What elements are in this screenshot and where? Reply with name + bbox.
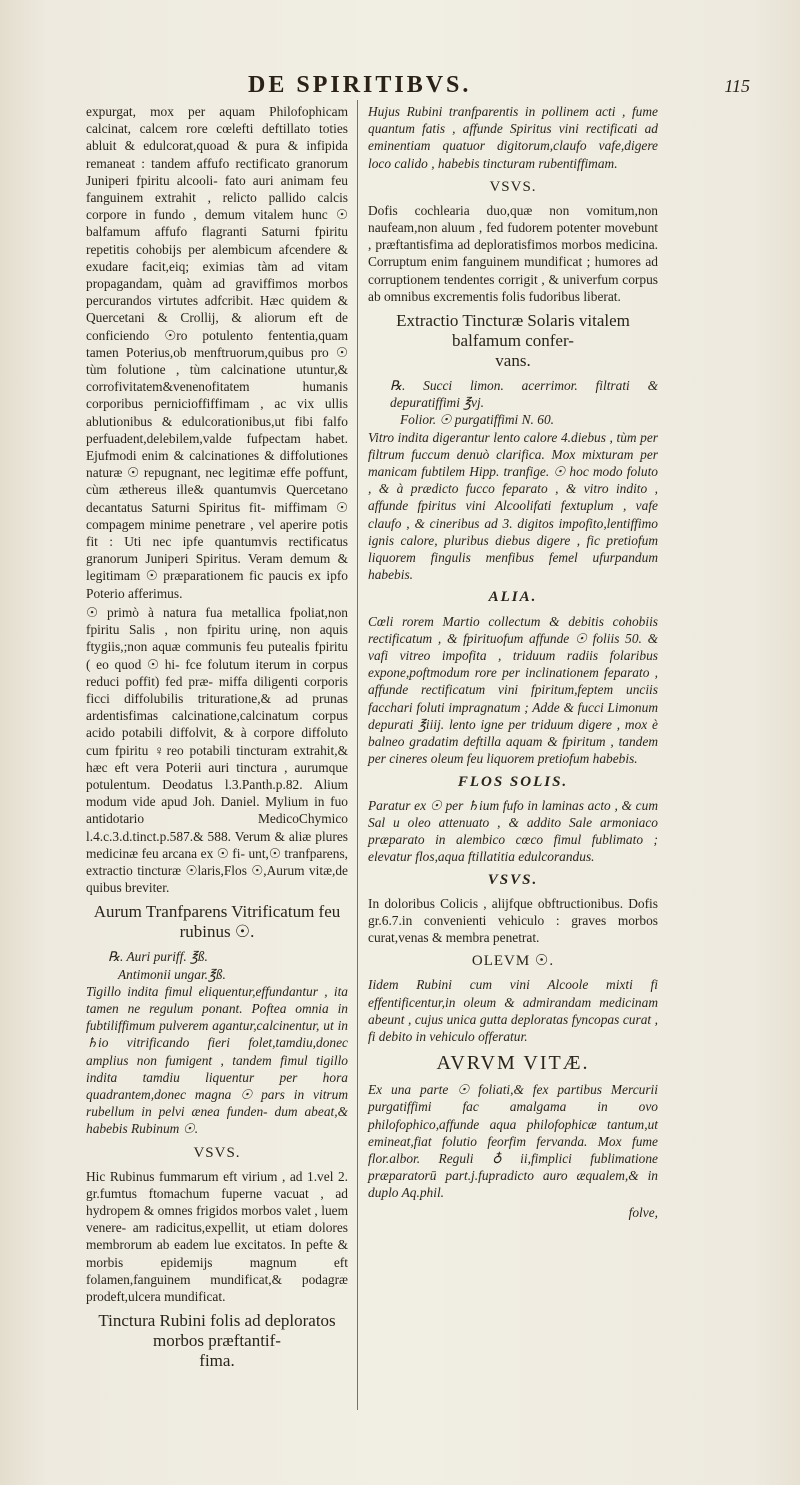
section-heading: VSVS. [489, 178, 537, 195]
paragraph: Iidem Rubini cum vini Alcoole mixti fi effentificentur,in oleum & admirandam medicinam abeunt , cujus unica gutta deploratas fyncopas curat , fi debito in vehiculo offeratur. [368, 977, 658, 1044]
section-heading: FLOS SOLIS. [457, 773, 569, 790]
paragraph: Tigillo indita fimul eliquentur,effundantur , ita tamen ne regulum ponant. Poftea omnia in fubtiliffimum pulverem agantur,calcinentur, ut in ♄io vitrificando fieri folet,tamdiu,donec amplius non fumigent , tandem fimul tigillo indita tamdiu liquentur per hora quadrantem,donec magna ☉ pars in vitrum rubellum in pelvi ænea funden- dum abeat,& habebis Rubinum ☉. [86, 983, 348, 1137]
paragraph: Hujus Rubini tranfparentis in pollinem acti , fume quantum fatis , affunde Spiritus vini rectificati ad eminentiam quatuor digitorum,claufo vafe,digere loco calido , habebis tincturam rubentiffimam. [368, 104, 658, 171]
recipe-line: Folior. ☉ purgatiffimi N. 60. [400, 412, 554, 428]
heading-line: rubinus ☉. [179, 922, 255, 942]
section-heading: ALIA. [488, 589, 538, 606]
heading-line: balfamum confer- [452, 331, 574, 351]
recipe-block [368, 377, 658, 429]
paragraph: Hic Rubinus fummarum eft virium , ad 1.vel 2. gr.fumtus ftomachum fuperne vacuat , ad hydropem & omnes frigidos morbos valet , luem venere- am radicitus,expellit, ut etiam dolores membrorum ab eadem lue excitatos. In pefte & morbis epidemijs magnum eft folamen,fanguinem mundificat,& podagræ prodeft,ulcera mundificat. [86, 1168, 348, 1304]
paragraph: Ex una parte ☉ foliati,& fex partibus Mercurii purgatiffimi fac amalgama in ovo philofophico,affunde aqua philofophicæ tantum,ut emineat,fiat folutio feorfim fervanda. Mox fume flor.albor. Reguli ♁ ii,fimplici fublimatione præparatorū part.j.fupradicto auro æqualem,& in duplo Aq.phil. [368, 1082, 658, 1201]
page-number: 115 [724, 76, 750, 96]
left-column [86, 103, 348, 1377]
paragraph: In doloribus Colicis , alijfque obftructionibus. Dofis gr.6.7.in convenienti vehiculo : graves morbos curat,venas & membra penetrat. [368, 895, 658, 946]
recipe-line: ℞. Auri puriff. ℥ß. [108, 949, 208, 965]
right-column [368, 103, 658, 1221]
section-heading: VSVS. [193, 1144, 241, 1161]
page-header [0, 72, 800, 102]
section-heading: AVRVM VITÆ. [436, 1052, 590, 1075]
section-heading [86, 902, 348, 942]
heading-line: Aurum Tranfparens Vitrificatum feu [93, 902, 341, 922]
recipe-line: ℞. Succi limon. acerrimor. filtrati & depuratiffimi ℥vj. [390, 378, 658, 411]
heading-line: morbos præftantif- [153, 1331, 281, 1351]
catchword: folve, [628, 1204, 658, 1220]
paragraph: Paratur ex ☉ per ♄ium fufo in laminas acto , & cum Sal u oleo attenuato , & addito Sale armoniaco præparato in alembico cœco fimul fublimato ; elevatur flos,aqua ftillatitia edulcorandus. [368, 797, 658, 865]
recipe-block [86, 948, 348, 982]
heading-line: Tinctura Rubini folis ad deploratos [98, 1311, 336, 1331]
section-heading [368, 311, 658, 371]
recipe-line: Antimonii ungar.℥ß. [118, 966, 226, 982]
heading-line: fima. [199, 1351, 235, 1371]
paragraph: ☉ primò à natura fua metallica fpoliat,non fpiritu Salis , non fpiritu urinę, non aquis ftygiis,;non aquæ communis feu putealis fpiritu ( eo quod ☉ hi- fce folutum iterum in corpus reduci poffit) fed præ- miffa diligenti corporis ficci diffolubilis trituratione,& ad prunas ardentisfimas calcinatione,calcinatum corpus acido potabili diffolvit, & à corpore diffoluto cum fpiritu ♀reo potabili tincturam extrahit,& hæc eft vera Poterii auri tinctura , aurumque potulentum. Deodatus l.3.Panth.p.82. Alium modum vide apud Joh. Daniel. Mylium in fuo antidotario MedicoChymico l.4.c.3.d.tinct.p.587.& 588. Verum & aliæ plures medicinæ feu arcana ex ☉ fi- unt,☉ tranfparens, extractio tincturæ ☉laris,Flos ☉,Aurum vitæ,de quibus breviter. [86, 604, 348, 896]
section-heading [86, 1311, 348, 1371]
heading-line: Extractio Tincturæ Solaris vitalem [396, 311, 630, 331]
paragraph: Dofis cochlearia duo,quæ non vomitum,non naufeam,non aluum , fed fudorem potenter movebunt , præftantisfima ad deploratisfimos morbos medicina. Corruptum enim fanguinem mundificat ; humores ad corruptionem tendentes corrigit , & univerfum corpus ab omnibus excrementis folis fudoribus liberat. [368, 202, 658, 304]
paragraph: Cœli rorem Martio collectum & debitis cohobiis rectificatum , & fpirituofum affunde ☉ foliis 50. & vafi vitreo impofita , triduum radiis folaribus expone,poftmodum rore per inclinationem feparato , affunde rectificatum vini fpiritum,feptem unciis facchari foluti impragnatum ; Adde & fucci Limonum depurati ℥iiij. lento igne per triduum digere , mox è balneo gradatim deftilla aquam & fpiritum , tandem per cineres oleum feu liquorem pretiofum habebis. [368, 613, 658, 767]
paragraph: Vitro indita digerantur lento calore 4.diebus , tùm per filtrum fuccum denuò clarifica. Mox mixturam per manicam fubtilem Hipp. tranfige. ☉ hoc modo foluto , & à prædicto fucco feparato , & vitro indito , affunde fpiritus vini Alcoolifati fextuplum , vafe claufo , & cineribus ad 3. digitos impofito,lentiffimo ignis calore, pluribus diebus digere , fic pretiofum liquorem fingulis menfibus femel ufurpandum habebis. [368, 429, 658, 583]
section-heading: VSVS. [487, 871, 539, 888]
column-divider [357, 100, 358, 1410]
section-heading: OLEVM ☉. [471, 953, 555, 970]
running-head: DE SPIRITIBVS. [248, 72, 472, 98]
heading-line: vans. [495, 351, 531, 371]
paragraph: expurgat, mox per aquam Philofophicam calcinat, calcem rore cœlefti deftillato toties abluit & edulcorat,quoad & pura & infipida remaneat : tandem affufo rectificato granorum Juniperi fpiritu alcooli- fato auri animam feu fanguinem extrahit , relicto pallido calcis corpore in fundo , demum vitalem hunc ☉ balfamum affufo flagranti Saturni fpiritu repetitis cohobijs per alembicum afcendere & exudare facit,eiq; eximias tàm ad vitam propagandam, quàm ad graviffimos morbos percurandos virtutes adfcribit. Hæc quidem & Quercetani & Crollij, & aliorum eft de conficiendo ☉ro potulento fententia,quam tamen Poterius,ob menftruorum,quibus pro ☉ tùm folutione , tùm calcinatione utuntur,& corrofivitatem&venenofitatem humanis corporibus pernicioffiffimam , ac vix ullis ablutionibus & edulcorationibus,ut fibi falfo perfuadent,delebilem,valde fufpectam habet. Ejufmodi enim & calcinationes & diffolutiones naturæ ☉ repugnant, nec legitimæ effe poffunt, cùm æthereus ille& quantumvis Quercetano decantatus Saturni Spiritus fit- miffimam ☉ compagem minime penetrare , vel aperire potis fit : Uti nec ipfe quantumvis rectificatus granorum Juniperi Spiritus. Veram demum & legitimam ☉ præparationem fic paucis ex ipfo Poterio afferimus. [86, 104, 348, 601]
